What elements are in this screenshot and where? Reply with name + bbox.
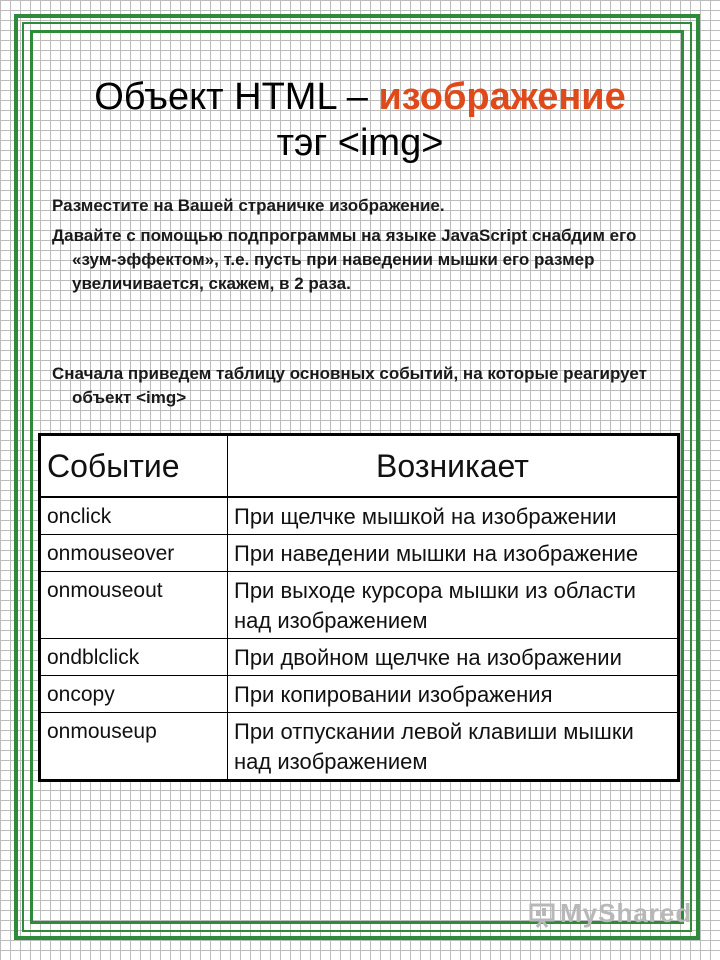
event-name: onmouseout [40,572,228,639]
table-row [40,572,679,639]
events-table [38,433,680,782]
event-name: onmouseover [40,535,228,572]
event-description: При щелчке мышкой на изображении [228,497,679,535]
event-name: onmouseup [40,713,228,781]
table-row [40,676,679,713]
presentation-icon [528,901,556,929]
watermark-text: MyShared [560,898,693,928]
myshared-watermark [528,898,692,929]
event-description: При копировании изображения [228,676,679,713]
header-event: Событие [40,435,228,498]
table-row [40,497,679,535]
event-description: При двойном щелчке на изображении [228,639,679,676]
event-name: oncopy [40,676,228,713]
table-header-row [40,435,679,498]
paragraph-place-image: Разместите на Вашей страничке изображение. [52,196,445,215]
header-occurs: Возникает [228,435,679,498]
title-line-1 [30,74,690,120]
title-accent: изображение [378,76,626,118]
event-description: При отпускании левой клавиши мышки над изображением [228,713,679,781]
table-row [40,535,679,572]
event-name: ondblclick [40,639,228,676]
table-row [40,639,679,676]
event-description: При выходе курсора мышки из области над изображением [228,572,679,639]
title-text: Объект HTML – [94,76,379,118]
event-name: onclick [40,497,228,535]
paragraph-zoom-effect: Давайте с помощью подпрограммы на языке JavaScript снабдим его «зум-эффектом», т.е. пусть при наведении мышки его размер увеличивается, скажем, в 2 раза. [52,226,637,293]
table-row [40,713,679,781]
event-description: При наведении мышки на изображение [228,535,679,572]
title-line-2: тэг <img> [276,122,444,164]
paragraph-events-intro: Сначала приведем таблицу основных событий, на которые реагирует объект <img> [52,364,647,407]
slide-title [30,74,690,166]
